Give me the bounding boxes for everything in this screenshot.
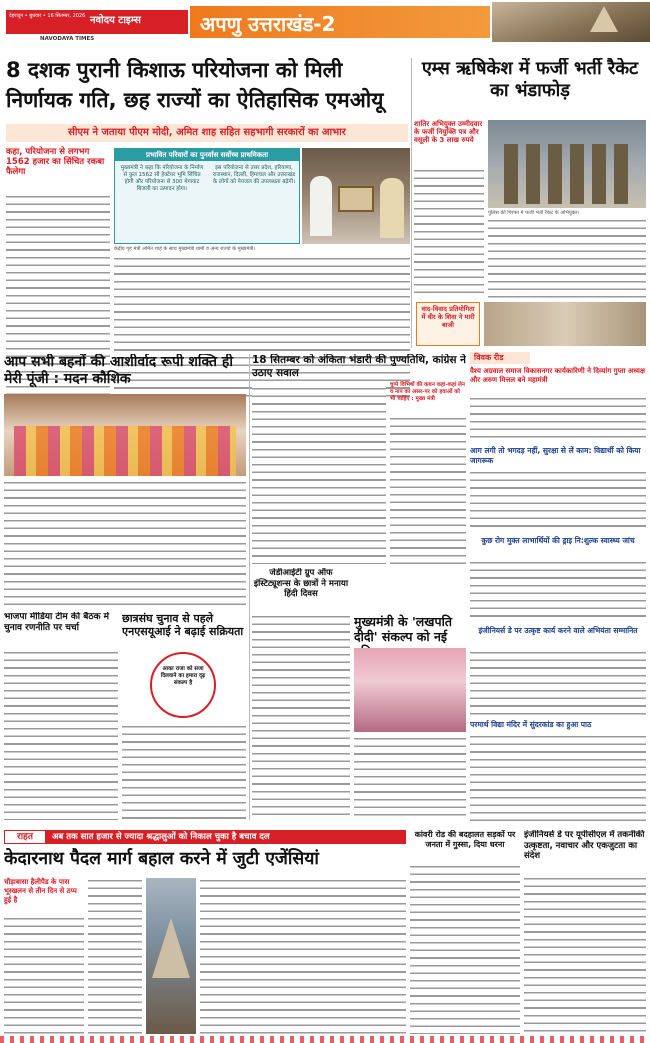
lead-story <box>4 58 410 398</box>
kedarnath-story <box>4 846 406 1034</box>
right-item4-text <box>470 650 646 716</box>
women-group-icon <box>14 426 236 476</box>
lakhpati-body-text <box>354 736 466 820</box>
kaushik-headline: आप सभी बहनों की आशीर्वाद रूपी शक्ति ही मेरी पूंजी : मदन कौशिक <box>4 354 233 387</box>
nsui-body-text <box>122 724 246 820</box>
lead-photo-caption: केंद्रीय गृह मंत्री अमित शाह के साथ मुख्यमंत्री धामी व अन्य राज्यों के मुख्यमंत्री। <box>114 246 256 252</box>
jdit-headline: जेडीआईटी ग्रुप ऑफ इंस्टिट्यूशन्स के छात्रों ने मनाया हिंदी दिवस <box>253 568 349 599</box>
ankita-headline: 18 सितम्बर को अंकिता भंडारी की पुण्यतिथि, कांग्रेस ने उठाए सवाल <box>252 354 466 379</box>
aiims-body-text <box>488 218 646 298</box>
aiims-side-headline: शातिर अभियुक्त उम्मीदवार के फर्जी नियुक्ति पत्र और वसूली के 3 लाख रुपये <box>414 120 483 145</box>
upcl-headline: इंजीनियर्स डे पर यूपीसीएल में तकनीकी उत्कृष्टता, नवाचार और एकजुटता का संदेश <box>524 830 645 861</box>
bjp-body-text <box>4 650 118 820</box>
jdit-story <box>252 568 350 820</box>
rahat-label: राहत <box>4 830 46 844</box>
ankita-story <box>252 354 466 564</box>
debate-photo <box>484 302 646 346</box>
section-title-band <box>190 6 490 38</box>
aiims-headline: एम्स ऋषिकेश में फर्जी भर्ती रैकेट का भंडाफोड़ <box>421 58 639 101</box>
lead-subhead: सीएम ने जताया पीएम मोदी, अमित शाह सहित सहभागी सरकारों का आभार <box>6 124 408 142</box>
right-item5-headline: परमार्थ विद्या मंदिर में सुंदरकांड का हुआ पाठ <box>470 720 592 729</box>
lead-box <box>114 148 300 244</box>
plaque-icon <box>338 186 374 212</box>
upcl-body-text <box>524 876 646 1034</box>
date-line: देहरादून • बुधवार • 16 सितम्बर, 2026 <box>9 13 86 19</box>
quote-body-text <box>390 416 466 564</box>
masthead-temple-image <box>492 2 650 42</box>
right-item1-text <box>470 396 646 442</box>
aiims-story <box>414 58 646 348</box>
kaushik-body-text <box>4 480 246 608</box>
aiims-photo-caption: पुलिस की गिरफ्त में फर्जी भर्ती रैकेट के अभियुक्त। <box>488 210 580 216</box>
aiims-badge-text: वाद-विवाद प्रतियोगिता में वीर के शिवा ने मारी बाजी <box>421 305 475 329</box>
aiims-photo <box>488 120 646 208</box>
section-title: अपणु उत्तराखंड-2 <box>200 12 336 36</box>
right-item1-headline: वैश्य अग्रवाल समाज विकासनगर कार्यकारिणी ने दिव्यांग गुप्ता अध्यक्ष और अरुण मित्तल बने महामंत्री <box>470 367 645 384</box>
right-item3-text <box>470 560 646 622</box>
nsui-story <box>122 612 246 820</box>
lakhpati-photo <box>354 648 466 732</box>
kaushik-photo <box>4 394 246 476</box>
right-item3-headline: कुछ रोग मुक्त लाभार्थियों की ड्राइ नि:शुल्क स्वास्थ्य जांच <box>481 536 635 545</box>
kedarnath-side-headline: चौड़ाबासा हैलीपैड के पास भूस्खलन से तीन दिन से ठप्प हुई है <box>4 878 77 904</box>
kedarnath-body-text <box>200 878 406 1034</box>
bottom-mid-story <box>410 830 520 1034</box>
aiims-badge <box>416 302 480 346</box>
kaushik-story <box>4 354 246 608</box>
jaunsar-headline: कांवरी रोड की बदहालत सड़कों पर जनता में गुस्सा, दिया धरना <box>414 830 516 849</box>
right-item2-headline: आग लगी तो भगदड़ नहीं, सुरक्षा से लें काम: विद्यार्थी को किया जागरूक <box>470 446 641 465</box>
temple-icon <box>152 918 190 978</box>
right-column <box>470 352 646 826</box>
quote-headline: चुप्पे विभिषों की कथन कहां-कहां लेन व नाप का असर-पर को हवाओं को भी चाहिए : मुख्य मंत्री <box>390 382 465 402</box>
divider-mid <box>249 354 250 820</box>
police-officers-icon <box>504 144 630 204</box>
right-item4-headline: इंजीनियर्स डे पर उत्कृष्ट कार्य करने वाले अभियंता सम्मानित <box>478 626 638 635</box>
bjp-story <box>4 612 118 820</box>
lead-headline-1: 8 दशक पुरानी किशाऊ परियोजना को मिली <box>6 58 343 82</box>
nsui-headline: छात्रसंघ चुनाव से पहले एनएसयूआई ने बढ़ाई सक्रियता <box>122 612 244 638</box>
kedarnath-temple-photo <box>146 878 196 1034</box>
lead-sidebar-headline: कहा, परियोजना से लगभग 1562 हजार का सिंचित रकबा फैलेगा <box>6 147 105 177</box>
footer-dots <box>0 1036 650 1043</box>
divider-top <box>411 58 412 348</box>
aiims-side-text <box>414 168 484 298</box>
kedarnath-side-text <box>4 916 84 1034</box>
paper-name-en: NAVODAYA TIMES <box>40 36 95 42</box>
ticker-label: विवक रीड <box>470 352 530 364</box>
paper-name: नवोदय टाइम्स <box>90 15 141 26</box>
lakhpati-story <box>354 614 466 820</box>
temple-icon <box>590 6 618 32</box>
upcl-story <box>524 830 646 1034</box>
lead-box-right: इस परियोजना से उत्तर प्रदेश, हरियाणा, राजस्थान, दिल्ली, हिमाचल और उत्तराखंड के लोगों को पेयजल की उपलब्धता बढ़ेगी। <box>212 165 296 185</box>
person-left-icon <box>310 176 332 236</box>
jdit-body-text <box>252 614 350 820</box>
lead-box-left: मुख्यमंत्री ने कहा कि परियोजना के निर्माण से कुल 1562 सौ हेक्टेयर भूमि सिंचित होगी और परियोजना से 300 मेगावाट बिजली का उत्पादन होगा। <box>120 165 204 192</box>
rahat-strip <box>4 830 406 844</box>
person-right-icon <box>380 178 404 238</box>
rahat-text: अब तक सात हजार से ज्यादा श्रद्धालुओं को निकाल चुका है बचाव दल <box>52 832 270 842</box>
bjp-headline: भाजपा मीडिया टीम की बैठक में चुनाव रणनीति पर चर्चा <box>4 612 110 633</box>
lead-photo <box>302 148 410 244</box>
lakhpati-headline: मुख्यमंत्री के 'लखपति दीदी' संकल्प को नई <box>354 614 452 644</box>
kedarnath-headline: केदारनाथ पैदल मार्ग बहाल करने में जुटी एजेंसियां <box>4 849 319 869</box>
lead-headline-2: निर्णायक गति, छह राज्यों का ऐतिहासिक एमओयू <box>6 88 384 112</box>
masthead <box>0 0 650 44</box>
ankita-body-text <box>252 386 386 564</box>
nsui-badge <box>150 652 216 718</box>
kedarnath-col2-text <box>88 878 142 1034</box>
lead-box-headline: प्रभावित परिवारों का पुनर्वास सर्वोच्च प्राथमिकता <box>115 149 299 161</box>
right-item2-text <box>470 470 646 532</box>
nsui-badge-text: आका राजा को सजा दिलवाने का हमारा दृढ़ संकल्प है <box>160 666 206 686</box>
masthead-left-banner <box>6 10 188 34</box>
jaunsar-body-text <box>410 864 520 1034</box>
right-item5-text <box>470 734 646 824</box>
